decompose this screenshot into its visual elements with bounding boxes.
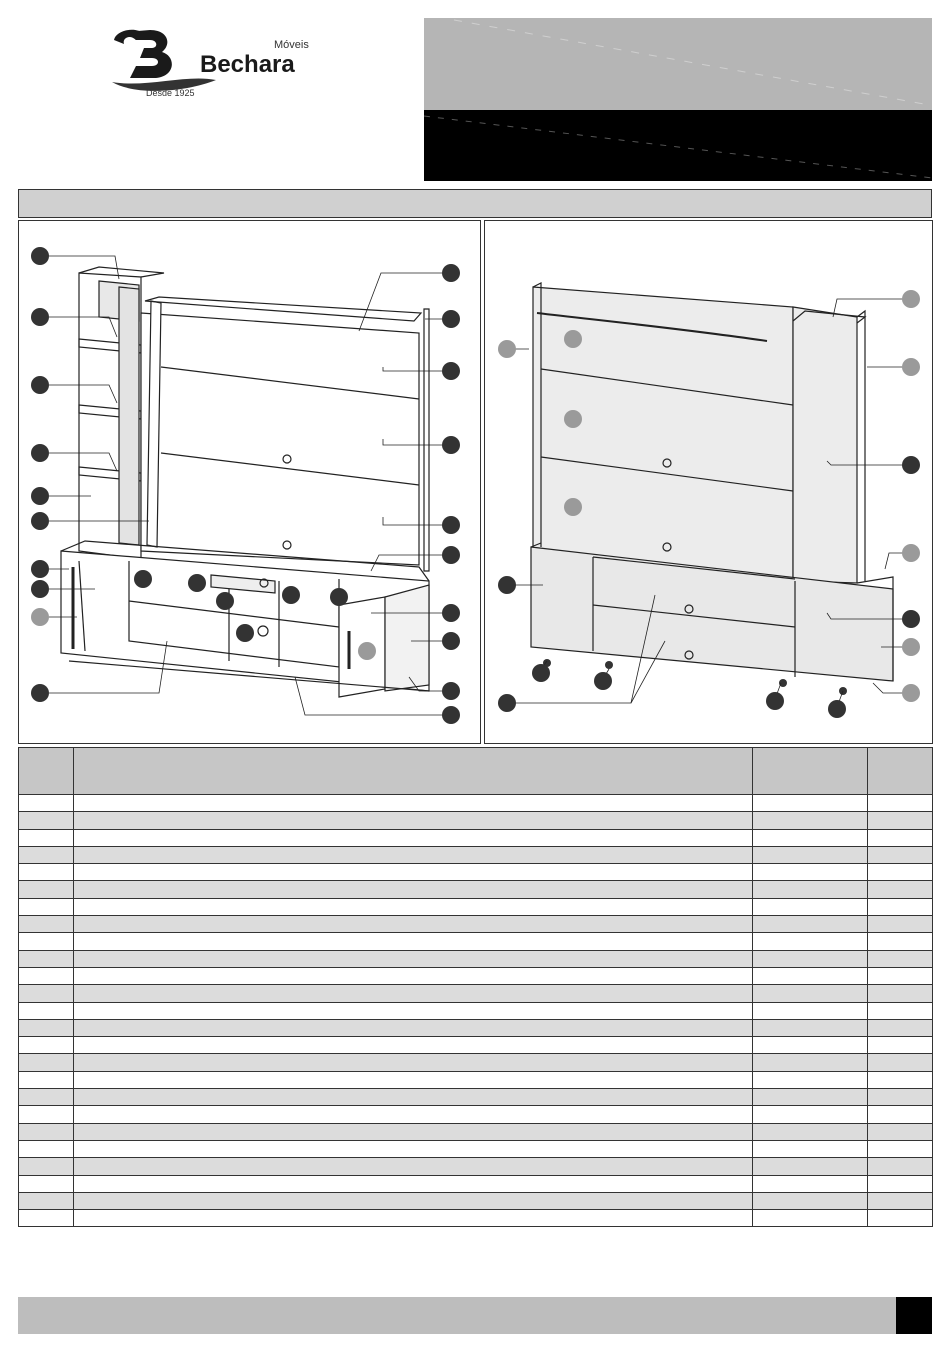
table-cell	[74, 985, 753, 1002]
table-cell	[19, 1192, 74, 1209]
table-cell	[19, 881, 74, 898]
section-header	[18, 189, 932, 218]
table-cell	[868, 812, 933, 829]
table-row	[19, 1175, 933, 1192]
table-cell	[753, 1089, 868, 1106]
table-row	[19, 1158, 933, 1175]
table-cell	[74, 1192, 753, 1209]
table-cell	[74, 1071, 753, 1088]
table-cell	[19, 1140, 74, 1157]
parts-table-body	[19, 795, 933, 1227]
table-cell	[868, 933, 933, 950]
table-cell	[868, 1140, 933, 1157]
table-cell	[19, 1123, 74, 1140]
table-cell	[74, 881, 753, 898]
table-cell	[868, 829, 933, 846]
table-cell	[74, 1175, 753, 1192]
table-cell	[74, 1037, 753, 1054]
table-cell	[19, 1089, 74, 1106]
table-cell	[753, 1123, 868, 1140]
footer-band	[18, 1297, 896, 1334]
table-row	[19, 795, 933, 812]
table-cell	[19, 1175, 74, 1192]
table-row	[19, 950, 933, 967]
table-cell	[753, 881, 868, 898]
table-cell	[19, 1054, 74, 1071]
back-view-drawing	[485, 221, 932, 743]
table-cell	[868, 898, 933, 915]
table-cell	[753, 846, 868, 863]
table-cell	[74, 1106, 753, 1123]
table-cell	[74, 846, 753, 863]
table-cell	[19, 1158, 74, 1175]
table-cell	[868, 916, 933, 933]
brand-tagline: Desde 1925	[146, 88, 195, 98]
table-cell	[753, 1140, 868, 1157]
table-cell	[74, 1158, 753, 1175]
table-row	[19, 1140, 933, 1157]
parts-table	[18, 747, 933, 1227]
table-cell	[74, 933, 753, 950]
table-row	[19, 1089, 933, 1106]
table-cell	[19, 812, 74, 829]
table-cell	[753, 898, 868, 915]
table-row	[19, 846, 933, 863]
table-cell	[19, 1019, 74, 1036]
table-row	[19, 1192, 933, 1209]
col-dimensions-header	[753, 748, 868, 795]
table-cell	[19, 950, 74, 967]
table-cell	[19, 864, 74, 881]
table-cell	[74, 898, 753, 915]
brand-name: Bechara	[200, 51, 295, 78]
table-cell	[74, 1054, 753, 1071]
table-cell	[753, 916, 868, 933]
front-view-drawing	[19, 221, 480, 743]
table-row	[19, 812, 933, 829]
table-cell	[19, 933, 74, 950]
table-cell	[753, 1175, 868, 1192]
back-view-diagram	[484, 220, 933, 744]
table-cell	[868, 967, 933, 984]
table-cell	[19, 1037, 74, 1054]
table-row	[19, 1054, 933, 1071]
table-cell	[74, 967, 753, 984]
table-cell	[868, 881, 933, 898]
table-cell	[868, 1210, 933, 1227]
table-header-row	[19, 748, 933, 795]
table-cell	[74, 1123, 753, 1140]
table-row	[19, 898, 933, 915]
table-cell	[19, 795, 74, 812]
table-cell	[74, 916, 753, 933]
brand-logo	[106, 22, 318, 104]
table-cell	[753, 1071, 868, 1088]
table-cell	[19, 1071, 74, 1088]
table-cell	[74, 950, 753, 967]
title-box	[424, 18, 932, 110]
table-cell	[74, 1210, 753, 1227]
table-cell	[19, 916, 74, 933]
table-cell	[74, 1140, 753, 1157]
table-row	[19, 967, 933, 984]
table-cell	[753, 829, 868, 846]
table-cell	[868, 1089, 933, 1106]
table-cell	[753, 795, 868, 812]
table-cell	[753, 933, 868, 950]
table-cell	[19, 967, 74, 984]
table-cell	[868, 1158, 933, 1175]
table-cell	[868, 1054, 933, 1071]
table-cell	[19, 1002, 74, 1019]
table-cell	[753, 1158, 868, 1175]
page-number-box	[896, 1297, 932, 1334]
table-cell	[868, 1123, 933, 1140]
table-cell	[19, 829, 74, 846]
table-cell	[753, 967, 868, 984]
col-description-header	[74, 748, 753, 795]
table-cell	[868, 864, 933, 881]
table-cell	[74, 1019, 753, 1036]
table-row	[19, 1106, 933, 1123]
table-row	[19, 1019, 933, 1036]
table-cell	[74, 812, 753, 829]
table-cell	[753, 950, 868, 967]
table-cell	[868, 1071, 933, 1088]
subtitle-box	[424, 110, 932, 181]
table-cell	[19, 898, 74, 915]
table-cell	[753, 985, 868, 1002]
table-cell	[753, 1210, 868, 1227]
table-cell	[868, 1192, 933, 1209]
table-cell	[753, 1037, 868, 1054]
table-cell	[753, 1019, 868, 1036]
table-row	[19, 1123, 933, 1140]
front-view-diagram	[18, 220, 481, 744]
table-row	[19, 1210, 933, 1227]
table-cell	[868, 1002, 933, 1019]
table-cell	[868, 1175, 933, 1192]
table-row	[19, 985, 933, 1002]
table-cell	[753, 1054, 868, 1071]
table-row	[19, 864, 933, 881]
table-cell	[753, 1106, 868, 1123]
table-cell	[868, 985, 933, 1002]
table-cell	[19, 846, 74, 863]
table-cell	[74, 1089, 753, 1106]
table-row	[19, 916, 933, 933]
table-cell	[868, 950, 933, 967]
table-cell	[74, 795, 753, 812]
col-number-header	[19, 748, 74, 795]
table-cell	[868, 1106, 933, 1123]
table-cell	[753, 864, 868, 881]
table-cell	[753, 1192, 868, 1209]
table-cell	[74, 1002, 753, 1019]
table-row	[19, 1002, 933, 1019]
table-cell	[753, 812, 868, 829]
bechara-logo-icon	[106, 22, 318, 104]
table-cell	[74, 864, 753, 881]
table-row	[19, 933, 933, 950]
table-cell	[868, 795, 933, 812]
table-cell	[19, 1106, 74, 1123]
table-cell	[74, 829, 753, 846]
col-quantity-header	[868, 748, 933, 795]
table-row	[19, 881, 933, 898]
table-cell	[868, 1037, 933, 1054]
table-row	[19, 1037, 933, 1054]
table-cell	[19, 1210, 74, 1227]
table-row	[19, 1071, 933, 1088]
table-cell	[19, 985, 74, 1002]
table-cell	[868, 846, 933, 863]
table-row	[19, 829, 933, 846]
table-cell	[868, 1019, 933, 1036]
brand-subtitle: Móveis	[274, 39, 309, 51]
table-cell	[753, 1002, 868, 1019]
